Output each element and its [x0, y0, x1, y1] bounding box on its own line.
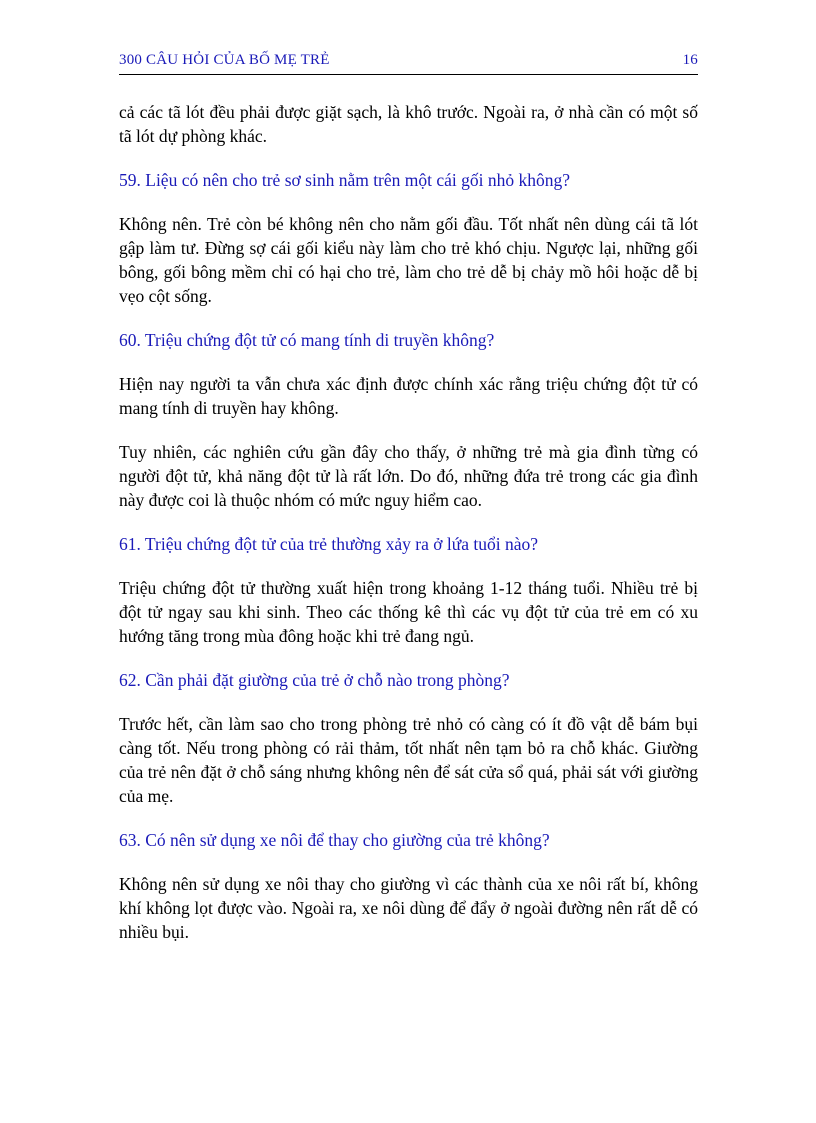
- page-header: [119, 50, 698, 75]
- question-heading-59: 59. Liệu có nên cho trẻ sơ sinh nằm trên một cái gối nhỏ không?: [119, 170, 571, 190]
- question-heading-63: 63. Có nên sử dụng xe nôi để thay cho giường của trẻ không?: [119, 830, 550, 850]
- page-number: 16: [682, 52, 698, 68]
- paragraph: Tuy nhiên, các nghiên cứu gần đây cho thấy, ở những trẻ mà gia đình từng có người đột tử, khả năng đột tử là rất lớn. Do đó, những đứa trẻ trong các gia đình này được coi là thuộc nhóm có mức nguy hiểm cao.: [119, 442, 698, 510]
- question-heading-60: 60. Triệu chứng đột tử có mang tính di truyền không?: [119, 330, 495, 350]
- question-heading-62: 62. Cần phải đặt giường của trẻ ở chỗ nào trong phòng?: [119, 670, 510, 690]
- paragraph: cả các tã lót đều phải được giặt sạch, là khô trước. Ngoài ra, ở nhà cần có một số tã lót dự phòng khác.: [119, 102, 698, 146]
- paragraph: Triệu chứng đột tử thường xuất hiện trong khoảng 1-12 tháng tuổi. Nhiều trẻ bị đột tử ngay sau khi sinh. Theo các thống kê thì các vụ đột tử của trẻ em có xu hướng tăng trong mùa đông hoặc khi trẻ đang ngủ.: [119, 578, 698, 646]
- question-heading-61: 61. Triệu chứng đột tử của trẻ thường xảy ra ở lứa tuổi nào?: [119, 534, 539, 554]
- paragraph: Hiện nay người ta vẫn chưa xác định được chính xác rằng triệu chứng đột tử có mang tính di truyền hay không.: [119, 374, 698, 418]
- header-title: 300 CÂU HỎI CỦA BỐ MẸ TRẺ: [119, 52, 330, 68]
- page-body: [119, 100, 698, 964]
- paragraph: Trước hết, cần làm sao cho trong phòng trẻ nhỏ có càng có ít đồ vật dễ bám bụi càng tốt. Nếu trong phòng có rải thảm, tốt nhất nên tạm bỏ ra chỗ khác. Giường của trẻ nên đặt ở chỗ sáng nhưng không nên để sát cửa sổ quá, phải sát với giường của mẹ.: [119, 714, 698, 806]
- paragraph: Không nên sử dụng xe nôi thay cho giường vì các thành của xe nôi rất bí, không khí không lọt được vào. Ngoài ra, xe nôi dùng để đẩy ở ngoài đường nên rất dễ có nhiều bụi.: [119, 874, 698, 942]
- paragraph: Không nên. Trẻ còn bé không nên cho nằm gối đầu. Tốt nhất nên dùng cái tã lót gập làm tư. Đừng sợ cái gối kiểu này làm cho trẻ khó chịu. Ngược lại, những gối bông, gối bông mềm chỉ có hại cho trẻ, làm cho trẻ dễ bị chảy mồ hôi hoặc dễ bị vẹo cột sống.: [119, 214, 698, 306]
